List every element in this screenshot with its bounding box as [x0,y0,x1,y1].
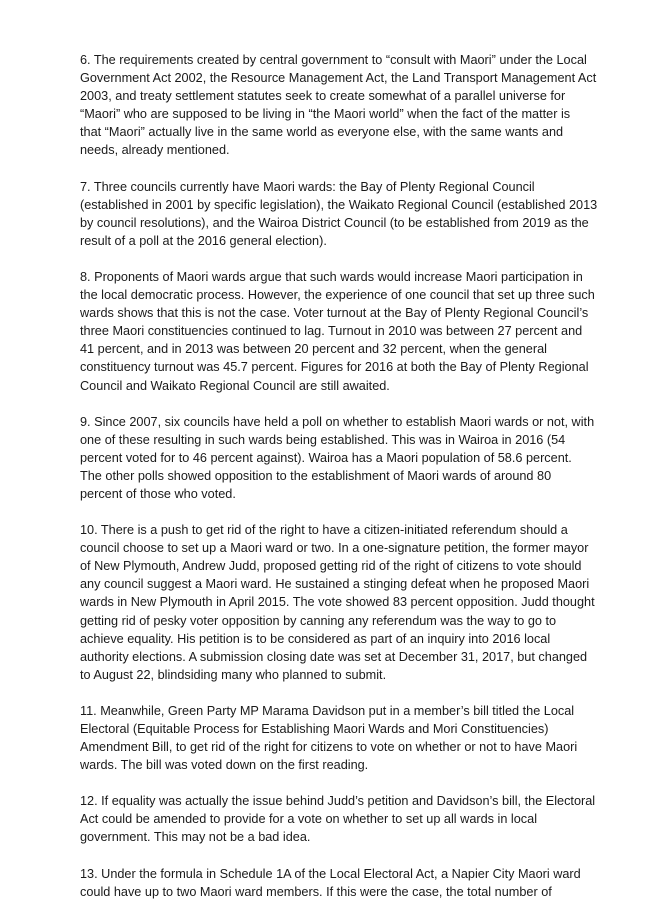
text-line: of New Plymouth, Andrew Judd, proposed getting rid of the right of citizens to vote should [80,559,582,574]
text-line: could have up to two Maori ward members. If this were the case, the total number of [80,884,552,899]
paragraph-8 [80,268,595,395]
text-line: The other polls showed opposition to the establishment of Maori wards of around 80 [80,468,552,483]
paragraph-12 [80,792,596,846]
text-line: government. This may not be a bad idea. [80,830,311,845]
text-line: 8. Proponents of Maori wards argue that such wards would increase Maori participation in [80,269,583,284]
text-line: Government Act 2002, the Resource Management Act, the Land Transport Management Act [80,71,597,86]
text-line: Council and Waikato Regional Council are still awaited. [80,378,390,393]
text-line: three Maori constituencies continued to lag. Turnout in 2010 was between 27 percent and [80,324,583,339]
text-line: result of a poll at the 2016 general election). [80,233,327,248]
text-line: that “Maori” actually live in the same world as everyone else, with the same wants and [80,125,564,140]
text-line: percent of those who voted. [80,486,236,501]
text-line: constituency turnout was 45.7 percent. Figures for 2016 at both the Bay of Plenty Regional [80,360,589,375]
paragraph-6 [80,51,597,160]
text-line: 6. The requirements created by central government to “consult with Maori” under the Local [80,53,587,67]
paragraph-9 [80,413,595,503]
paragraph-7 [80,178,598,250]
text-line: one of these resulting in such wards being established. This was in Wairoa in 2016 (54 [80,432,566,447]
paragraph-10 [80,521,595,684]
text-line: “Maori” who are supposed to be living in “the Maori world” when the fact of the matter is [80,107,571,122]
text-line: to August 22, blindsiding many who planned to submit. [80,667,387,682]
text-line: wards shows that this is not the case. Voter turnout at the Bay of Plenty Regional Council’s [80,306,589,321]
text-line: 41 percent, and in 2013 was between 20 percent and 32 percent, when the general [80,342,547,357]
text-line: 10. There is a push to get rid of the right to have a citizen-initiated referendum should a [80,523,568,538]
text-line: wards. The bill was voted down on the first reading. [80,758,369,773]
text-line: getting rid of pesky voter opposition by canning any referendum was the way to go to [80,613,557,628]
text-line: needs, already mentioned. [80,143,230,158]
text-line: any council suggest a Maori ward. He sustained a stinging defeat when he proposed Maori [80,577,590,592]
text-line: percent voted for to 46 percent against). Wairoa has a Maori population of 58.6 percent. [80,450,572,465]
text-line: Act could be amended to provide for a vote on whether to set up all wards in local [80,812,538,827]
text-line: council choose to set up a Maori ward or two. In a one-signature petition, the former mayor [80,541,589,556]
text-line: wards in New Plymouth in April 2015. The vote showed 83 percent opposition. Judd thought [80,595,595,610]
paragraph-11 [80,702,580,774]
text-line: 12. If equality was actually the issue behind Judd’s petition and Davidson’s bill, the Electoral [80,794,596,809]
document-page [80,51,598,919]
text-line: 2003, and treaty settlement statutes seek to create somewhat of a parallel universe for [80,89,566,104]
text-line: (established in 2001 by specific legislation), the Waikato Regional Council (established 2013 [80,197,598,212]
text-line: 11. Meanwhile, Green Party MP Marama Davidson put in a member’s bill titled the Local [80,703,575,718]
text-line: the local democratic process. However, the experience of one council that set up three such [80,288,595,303]
text-line: 7. Three councils currently have Maori wards: the Bay of Plenty Regional Council [80,179,535,194]
paragraph-13 [80,865,580,901]
text-line: authority elections. A submission closing date was set at December 31, 2017, but changed [80,649,588,664]
text-line: achieve equality. His petition is to be considered as part of an inquiry into 2016 local [80,631,551,646]
text-line: 9. Since 2007, six councils have held a poll on whether to establish Maori wards or not, with [80,414,595,429]
text-line: by council resolutions), and the Wairoa District Council (to be established from 2019 as the [80,215,589,230]
text-line: Amendment Bill, to get rid of the right for citizens to vote on whether or not to have Maori [80,740,578,755]
text-line: Electoral (Equitable Process for Establishing Maori Wards and Mori Constituencies) [80,722,549,736]
text-line: 13. Under the formula in Schedule 1A of the Local Electoral Act, a Napier City Maori ward [80,866,581,881]
